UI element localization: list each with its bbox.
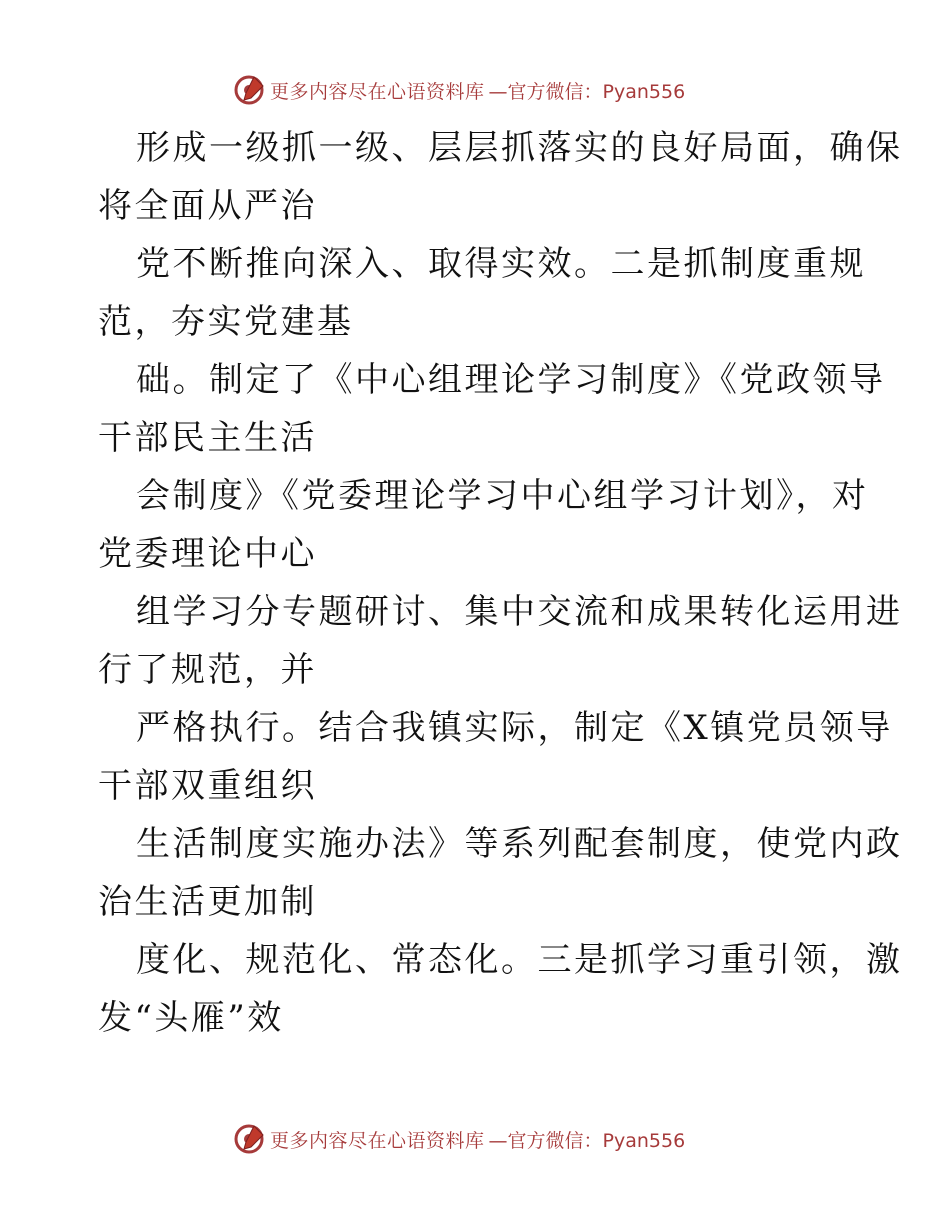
text-line: 形成一级抓一级、层层抓落实的良好局面，确保	[136, 128, 903, 168]
text-line: 干部双重组织	[98, 766, 317, 806]
pen-logo-icon	[232, 73, 266, 107]
text-line: 会制度》《党委理论学习中心组学习计划》，对	[136, 476, 869, 516]
text-line: 严格执行。结合我镇实际，制定《X镇党员领导	[136, 708, 893, 748]
header-banner	[232, 72, 685, 108]
text-line: 础。制定了《中心组理论学习制度》《党政领导	[136, 360, 886, 400]
header-banner-text: 更多内容尽在心语资料库	[270, 80, 485, 103]
text-line: 干部民主生活	[98, 418, 317, 458]
text-line: 组学习分专题研讨、集中交流和成果转化运用进	[136, 592, 903, 632]
header-banner-contact: —官方微信：Pyan556	[488, 80, 686, 103]
text-line: 党不断推向深入、取得实效。二是抓制度重规	[136, 244, 866, 284]
footer-banner	[232, 1121, 685, 1157]
footer-banner-contact: —官方微信：Pyan556	[488, 1129, 686, 1152]
text-line: 将全面从严治	[98, 186, 317, 226]
text-line: 党委理论中心	[98, 534, 317, 574]
text-line: 发“头雁”效	[98, 998, 284, 1038]
text-line: 治生活更加制	[98, 882, 317, 922]
document-body	[98, 119, 903, 1047]
text-line: 行了规范，并	[98, 650, 317, 690]
text-line: 度化、规范化、常态化。三是抓学习重引领，激	[136, 940, 903, 980]
footer-banner-text: 更多内容尽在心语资料库	[270, 1129, 485, 1152]
pen-logo-icon	[232, 1122, 266, 1156]
text-line: 生活制度实施办法》等系列配套制度，使党内政	[136, 824, 903, 864]
text-line: 范，夯实党建基	[98, 302, 354, 342]
